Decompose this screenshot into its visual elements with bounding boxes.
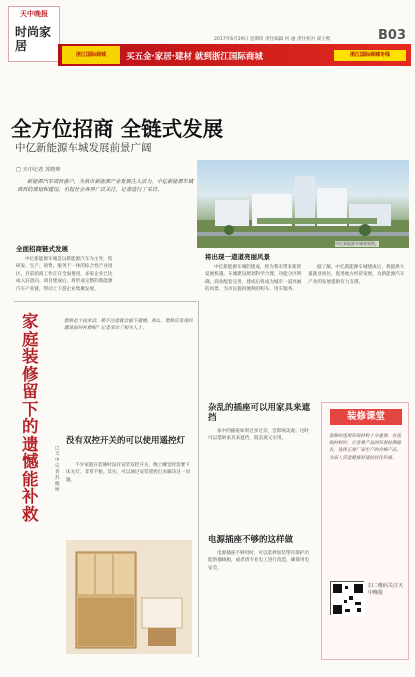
col2-heading: 将出现一道道亮丽风景 [205, 253, 270, 261]
sidebar-box [321, 402, 409, 660]
feature-heading-1: 没有双控开关的可以使用遥控灯 [66, 436, 186, 446]
divider-left [14, 301, 197, 302]
page-number: B03 [378, 28, 406, 43]
sidebar-title: 装修课堂 [330, 409, 402, 425]
newspaper-brand: 天中晚报 [20, 10, 48, 18]
col1-heading: 全面招商链式发展 [16, 245, 68, 253]
wardrobe-illustration [66, 540, 192, 654]
feature-intro: 装修是个技术活，稍不注意就会留下遗憾。那么，装修后发现问题该如何补救呢？记者采访了相关人士。 [64, 319, 193, 332]
advert-banner[interactable] [58, 44, 411, 66]
feature-heading-2: 杂乱的插座可以用家具来遮挡 [208, 403, 311, 423]
section-logo [8, 6, 60, 62]
col3-paragraph: 据了解，中亿新能源车城建成后，将提供大量就业岗位，促进地方经济发展，为新能源汽车产业的发展提供有力支撑。 [308, 265, 405, 285]
col2-paragraph: 中亿新能源车城的建成，将为我市带来新的发展机遇。车城建设规划科学合理，功能分区明确，商业配套完善，建成后将成为城市一道亮丽的风景，为市民提供便利的购车、用车服务。 [205, 265, 302, 293]
article-photo [197, 160, 409, 248]
qr-code-graphic [331, 582, 365, 616]
col1-paragraph: 中亿新能源车城是以新能源汽车为主导，集研发、生产、销售、服务于一体的综合性产业园区，目前招商工作正在全面推进，多家企业已达成入驻意向。项目建成后，将形成完整的新能源汽车产业链，带动上下游企业集聚发展。 [16, 257, 113, 292]
article-subtitle: 中亿新能源车城发展前景广阔 [15, 142, 152, 154]
banner-right-label: 浙江国际商城专线 [334, 50, 406, 61]
article-title: 全方位招商 全链式发展 [11, 117, 224, 141]
city-illustration [197, 160, 409, 248]
feature-text-2 [208, 428, 312, 443]
article-lead: 新能源汽车项目落户，为我市新能源产业发展注入活力。中亿新能源车城项目的规划和建设，引起社会各界广泛关注，记者进行了采访。 [17, 179, 194, 193]
feature-paragraph-3: 电源插座不够用时，可以选择加装带有保护功能的插线板，或者请专业电工进行改造，确保用电安全。 [208, 551, 310, 571]
feature-paragraph-1: 不少家庭在装修时没有安装双控开关，晚上睡觉时需要下床关灯，非常不便。其实，可以通过安装遥控灯来解决这一问题。 [66, 463, 191, 483]
sidebar-text: 装修时选用环保材料十分重要。在选购材料时，应查看产品的环保检测报告，选择正规厂家生产的合格产品，为家人营造健康舒适的居住环境。 [329, 434, 401, 461]
feature-title: 家庭装修留下的遗憾能补救 [22, 312, 39, 524]
article-byline: □ 天中记者 苏晓坤 [16, 167, 61, 173]
section-title: 时尚家居 [15, 25, 52, 53]
room-photo [66, 540, 192, 654]
feature-heading-3: 电源插座不够的这样做 [208, 535, 294, 545]
qr-code-icon[interactable] [330, 581, 364, 615]
feature-text-3 [208, 550, 312, 572]
col3-text [308, 264, 406, 286]
feature-text-1 [66, 462, 194, 484]
issue-meta: 2017年6月29日 星期四 责任编辑 何 逾 责任校对 聂子熙 [214, 37, 331, 42]
banner-brand: 浙江国际商城 [62, 46, 120, 64]
photo-caption: 中亿新能源车城效果图。 [335, 241, 379, 246]
feature-byline: □ 天中记者 苏晓坤 [55, 446, 60, 493]
banner-slogan: 买五金·家居·建材 就到浙江国际商城 [126, 52, 263, 62]
col1-text [16, 256, 116, 293]
divider-vertical [198, 301, 199, 657]
qr-label: 扫二维码关注天中晚报 [368, 583, 404, 596]
col2-text [205, 264, 305, 294]
feature-paragraph-2: 家中的插座如果过多过杂，会影响美观。这时可以借助家具来遮挡，既美观又实用。 [208, 429, 309, 442]
